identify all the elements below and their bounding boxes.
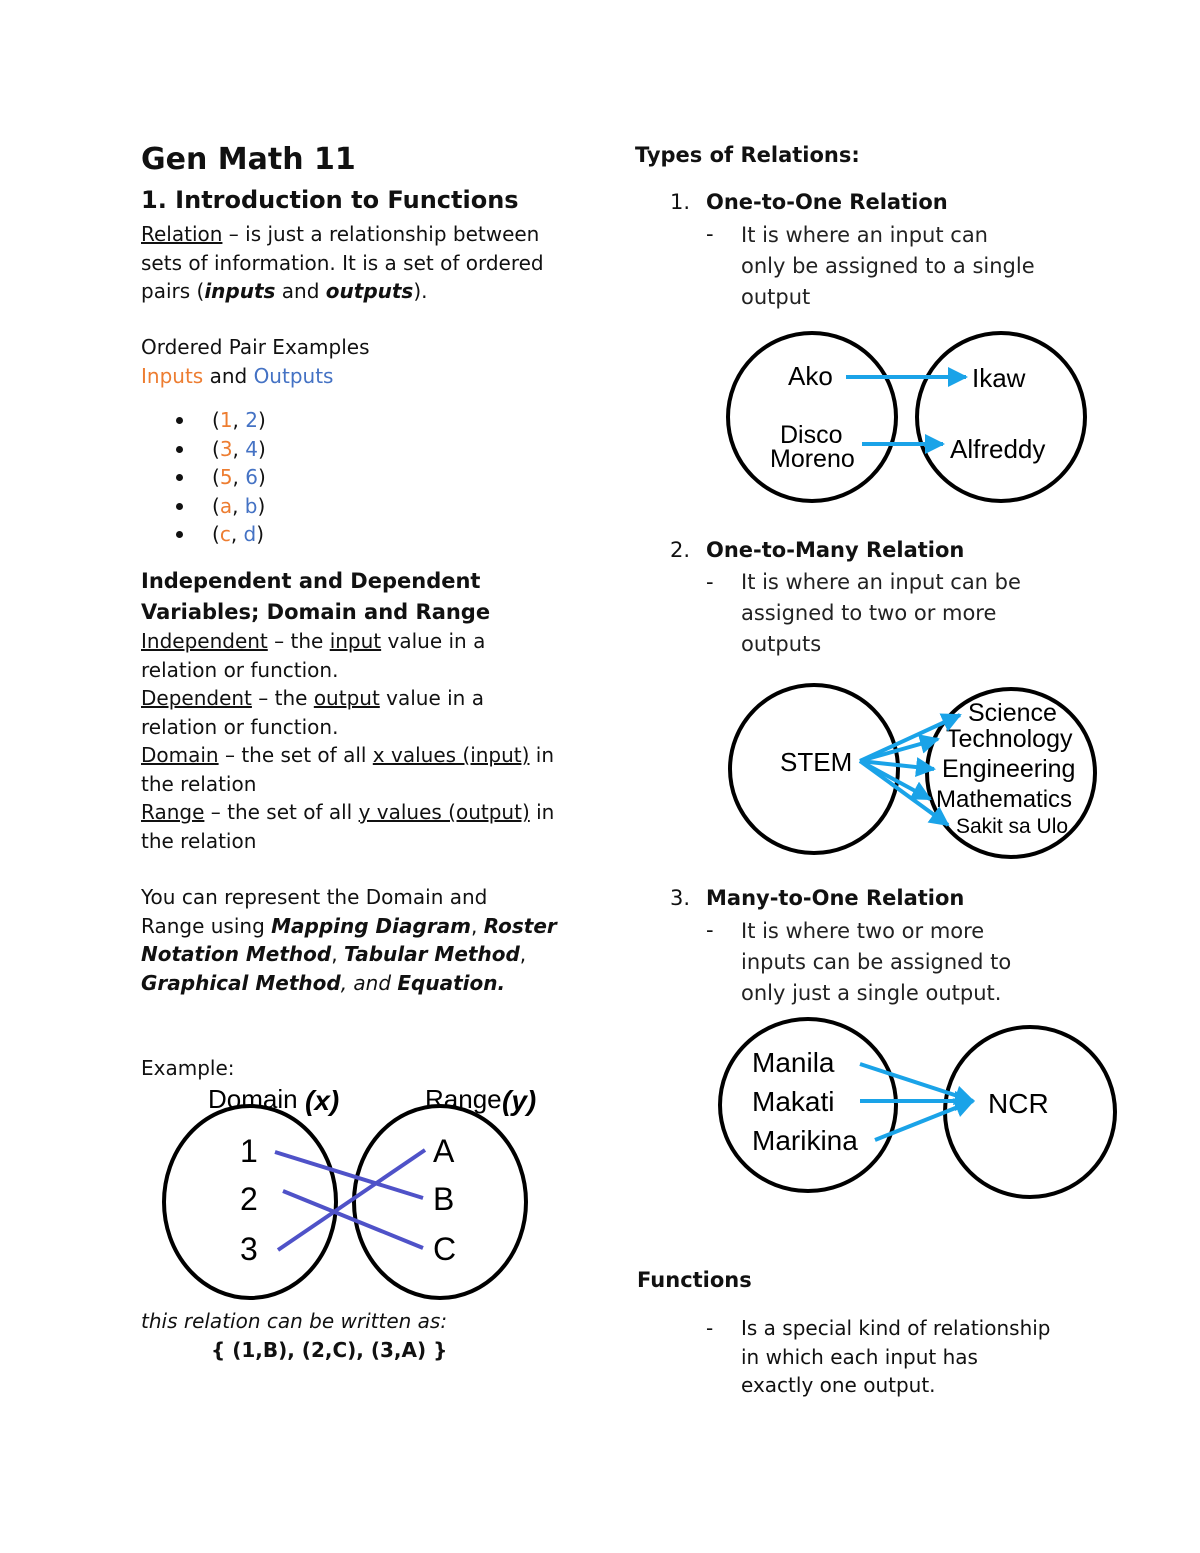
input-item: Moreno [770,445,855,473]
input-item: STEM [780,747,853,777]
page-title: Gen Math 11 [141,142,356,177]
ordered-pair-list [212,406,266,549]
type-number: 1. [670,190,691,214]
type-description: It is where an input can be assigned to two or more outputs [741,570,1021,656]
type-title: Many-to-One Relation [706,886,965,910]
dash: - [706,918,714,942]
dash: - [706,1316,714,1340]
domain-item: 2 [240,1181,258,1217]
relation-term: Relation [141,222,223,246]
type-title: One-to-Many Relation [706,538,965,562]
set-notation: { (1,B), (2,C), (3,A) } [211,1338,448,1362]
range-item: C [433,1231,457,1267]
inputs-outputs-legend: Inputs and Outputs [141,364,334,388]
dash: - [706,222,714,246]
input-item: Manila [752,1047,835,1078]
range-item: B [433,1181,455,1217]
list-item: (c, d) [212,520,266,549]
input-item: Marikina [752,1125,858,1156]
relation-arrow [875,1101,973,1140]
domain-item: 3 [240,1231,258,1267]
input-item: Makati [752,1086,835,1117]
types-heading: Types of Relations: [635,143,860,167]
output-circle [917,333,1085,501]
output-item: Alfreddy [950,434,1046,464]
list-item: (1, 2) [212,406,266,435]
type-description: It is where an input can only be assigned to a single output [741,223,1035,309]
domain-var: (x) [305,1085,340,1116]
output-item: Science [968,699,1057,727]
input-item: Disco [780,421,843,449]
range-var: (y) [502,1085,537,1116]
list-item: (5, 6) [212,463,266,492]
output-item: Mathematics [936,786,1073,813]
list-item: (3, 4) [212,435,266,464]
functions-description: Is a special kind of relationship in which each input has exactly one output. [741,1316,1051,1397]
domain-label: Domain [208,1084,298,1114]
section-title: 1. Introduction to Functions [141,186,519,214]
input-circle [728,333,896,501]
relation-arrow [860,761,948,825]
domain-item: 1 [240,1133,258,1169]
output-item: NCR [988,1088,1049,1119]
one-to-many-diagram [720,675,1110,870]
type-title: One-to-One Relation [706,190,948,214]
variables-heading: Independent and Dependent Variables; Domain and Range [141,569,491,624]
functions-heading: Functions [637,1268,752,1292]
variable-definitions: Independent – the input value in a relation or function. Dependent – the output value in a relation or function. Domain – the set of all x values (input) in the relation Range – the set of all y values (output) in the relation [141,629,555,853]
range-item: A [433,1133,455,1169]
output-item: Technology [946,725,1073,753]
ordered-pair-heading: Ordered Pair Examples [141,335,370,359]
mapping-diagram [150,1080,570,1305]
written-as-label: this relation can be written as: [141,1309,448,1333]
dash: - [706,570,714,594]
output-item: Sakit sa Ulo [956,815,1069,838]
type-number: 2. [670,538,691,562]
output-item: Ikaw [972,363,1026,393]
type-number: 3. [670,886,691,910]
type-description: It is where two or more inputs can be assigned to only just a single output. [741,919,1012,1005]
input-item: Ako [788,361,833,391]
one-to-one-diagram [720,325,1100,515]
range-label: Range [425,1084,502,1114]
representation-paragraph: You can represent the Domain and Range using Mapping Diagram, Roster Notation Method, Tabular Method, Graphical Method, and Equation. [141,885,557,995]
list-item: (a, b) [212,492,266,521]
output-item: Engineering [942,755,1076,783]
many-to-one-diagram [710,1012,1120,1212]
mapping-line [275,1152,423,1198]
example-label: Example: [141,1056,235,1080]
relation-definition: Relation – is just a relationship between sets of information. It is a set of ordered pairs (inputs and outputs). [141,222,544,303]
